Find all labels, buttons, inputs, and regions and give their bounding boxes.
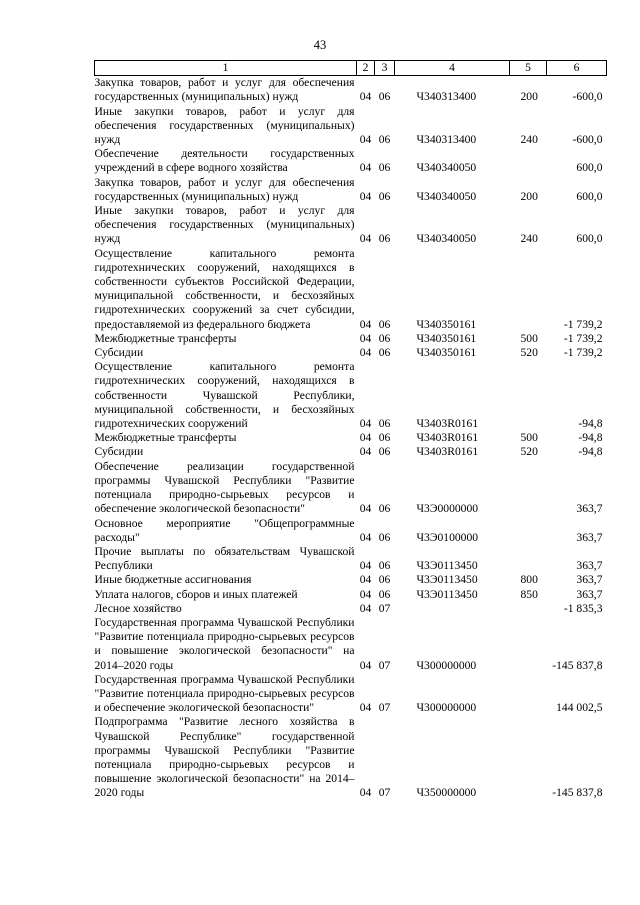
section-code: 04 — [359, 701, 372, 715]
amount: -145 837,8 — [552, 786, 603, 800]
table-row — [95, 673, 607, 716]
subsection-code: 06 — [378, 587, 391, 601]
target-article-code: Ч340350161 — [416, 346, 477, 360]
amount: 363,7 — [576, 530, 603, 544]
subsection-code: 06 — [378, 90, 391, 104]
expense-type-code: 200 — [520, 189, 538, 203]
expense-type-code: 520 — [520, 445, 538, 459]
target-article-code: Ч3403R0161 — [416, 431, 479, 445]
subsection-code: 07 — [378, 786, 391, 800]
subsection-code: 07 — [378, 658, 391, 672]
expense-type-code — [510, 147, 547, 175]
subsection-code: 06 — [378, 317, 391, 331]
header-col-4: 4 — [395, 61, 510, 76]
expense-type-code: 240 — [520, 232, 538, 246]
amount: 600,0 — [576, 232, 603, 246]
target-article-code: Ч3403R0161 — [416, 417, 479, 431]
subsection-code: 07 — [378, 601, 391, 615]
section-code: 04 — [359, 317, 372, 331]
item-name: Иные бюджетные ассигнования — [94, 573, 252, 587]
section-code: 04 — [359, 161, 372, 175]
target-article-code — [395, 602, 510, 616]
expense-type-code: 850 — [520, 587, 538, 601]
item-name: Осуществление капитального ремонта гидротехнических сооружений, находящихся в собственности Чувашской Республики, муниципальной собственности, и бесхозяйных гидротехнических сооружений — [94, 360, 355, 431]
expense-type-code: 240 — [520, 133, 538, 147]
section-code: 04 — [359, 658, 372, 672]
expense-type-code — [510, 360, 547, 431]
expense-type-code — [510, 673, 547, 716]
subsection-code: 06 — [378, 502, 391, 516]
amount: -94,8 — [578, 445, 603, 459]
section-code: 04 — [359, 417, 372, 431]
subsection-code: 07 — [378, 701, 391, 715]
target-article-code: Ч340313400 — [416, 90, 477, 104]
item-name: Прочие выплаты по обязательствам Чувашской Республики — [94, 544, 355, 573]
section-code: 04 — [359, 530, 372, 544]
expense-type-code — [510, 247, 547, 332]
item-name: Закупка товаров, работ и услуг для обеспечения государственных (муниципальных) нужд — [94, 76, 355, 104]
amount: -1 739,2 — [563, 331, 603, 345]
section-code: 04 — [359, 445, 372, 459]
page-number: 43 — [313, 38, 327, 52]
table-header-row — [95, 61, 607, 76]
section-code: 04 — [359, 587, 372, 601]
target-article-code: Ч340340050 — [416, 189, 477, 203]
item-name: Уплата налогов, сборов и иных платежей — [94, 587, 298, 601]
table-row — [95, 460, 607, 517]
section-code: 04 — [359, 133, 372, 147]
subsection-code: 06 — [378, 417, 391, 431]
expense-type-code: 800 — [520, 573, 538, 587]
section-code: 04 — [359, 502, 372, 516]
amount: 363,7 — [576, 559, 603, 573]
item-name: Обеспечение реализации государственной программы Чувашской Республики "Развитие потенциала природно-сырьевых ресурсов и обеспечение экологической безопасности" — [94, 459, 355, 516]
section-code: 04 — [359, 331, 372, 345]
target-article-code: Ч300000000 — [416, 658, 477, 672]
item-name: Иные закупки товаров, работ и услуг для обеспечения государственных (муниципальных) нужд — [94, 104, 355, 147]
subsection-code: 06 — [378, 530, 391, 544]
section-code: 04 — [359, 601, 372, 615]
subsection-code: 06 — [378, 573, 391, 587]
expense-type-code — [510, 715, 547, 800]
section-code: 04 — [359, 431, 372, 445]
section-code: 04 — [359, 346, 372, 360]
item-name: Межбюджетные трансферты — [94, 331, 237, 345]
target-article-code: Ч340340050 — [416, 161, 477, 175]
table-row — [95, 105, 607, 148]
item-name: Государственная программа Чувашской Республики "Развитие потенциала природно-сырьевых ресурсов и обеспечение экологической безопасности" — [94, 672, 355, 715]
amount: -600,0 — [572, 133, 603, 147]
subsection-code: 06 — [378, 232, 391, 246]
table-row — [95, 360, 607, 431]
item-name: Обеспечение деятельности государственных учреждений в сфере водного хозяйства — [94, 147, 355, 175]
target-article-code: Ч3Э0100000 — [416, 530, 479, 544]
item-name: Основное мероприятие "Общепрограммные расходы" — [94, 516, 355, 544]
header-col-6: 6 — [547, 61, 607, 76]
amount: -94,8 — [578, 417, 603, 431]
amount: -1 835,3 — [563, 601, 603, 615]
header-col-1: 1 — [95, 61, 357, 76]
table-row — [95, 147, 607, 175]
expense-type-code: 500 — [520, 331, 538, 345]
target-article-code: Ч340350161 — [416, 331, 477, 345]
section-code: 04 — [359, 786, 372, 800]
amount: 363,7 — [576, 587, 603, 601]
amount: 363,7 — [576, 573, 603, 587]
table-row — [95, 715, 607, 800]
item-name: Иные закупки товаров, работ и услуг для обеспечения государственных (муниципальных) нужд — [94, 204, 355, 246]
expense-type-code: 200 — [520, 90, 538, 104]
expense-type-code — [510, 545, 547, 573]
target-article-code: Ч3Э0113450 — [416, 559, 478, 573]
subsection-code: 06 — [378, 133, 391, 147]
target-article-code: Ч340350161 — [416, 317, 477, 331]
target-article-code: Ч3Э0113450 — [416, 587, 478, 601]
table-row — [95, 176, 607, 204]
table-row — [95, 573, 607, 587]
expense-type-code — [510, 616, 547, 673]
budget-table — [94, 60, 607, 801]
section-code: 04 — [359, 559, 372, 573]
target-article-code: Ч350000000 — [416, 786, 477, 800]
section-code: 04 — [359, 90, 372, 104]
table-row — [95, 616, 607, 673]
table-row — [95, 204, 607, 247]
target-article-code: Ч3403R0161 — [416, 445, 479, 459]
expense-type-code: 520 — [520, 346, 538, 360]
header-col-5: 5 — [510, 61, 547, 76]
subsection-code: 06 — [378, 445, 391, 459]
subsection-code: 06 — [378, 346, 391, 360]
header-col-2: 2 — [357, 61, 375, 76]
table-row — [95, 247, 607, 332]
item-name: Субсидии — [94, 445, 144, 459]
amount: 363,7 — [576, 502, 603, 516]
expense-type-code — [510, 517, 547, 545]
table-row — [95, 602, 607, 616]
table-row — [95, 588, 607, 602]
target-article-code: Ч3Э0000000 — [416, 502, 479, 516]
amount: 144 002,5 — [556, 701, 603, 715]
amount: -1 739,2 — [563, 346, 603, 360]
amount: 600,0 — [576, 161, 603, 175]
header-col-3: 3 — [375, 61, 395, 76]
table-row — [95, 445, 607, 459]
subsection-code: 06 — [378, 161, 391, 175]
table-row — [95, 517, 607, 545]
item-name: Закупка товаров, работ и услуг для обеспечения государственных (муниципальных) нужд — [94, 175, 355, 203]
subsection-code: 06 — [378, 331, 391, 345]
table-row — [95, 332, 607, 346]
expense-type-code — [510, 460, 547, 517]
table-row — [95, 76, 607, 105]
amount: -1 739,2 — [563, 317, 603, 331]
table-row — [95, 346, 607, 360]
section-code: 04 — [359, 189, 372, 203]
amount: -600,0 — [572, 90, 603, 104]
item-name: Осуществление капитального ремонта гидротехнических сооружений, находящихся в собственности субъектов Российской Федерации, муниципальной собственности, и бесхозяйных гидротехнических сооружений за счет субсидии, предоставляемой из федерального бюджета — [94, 246, 355, 331]
amount: -94,8 — [578, 431, 603, 445]
item-name: Межбюджетные трансферты — [94, 431, 237, 445]
item-name: Государственная программа Чувашской Республики "Развитие потенциала природно-сырьевых ресурсов и повышение экологической безопасности" на 2014–2020 годы — [94, 615, 355, 672]
amount: -145 837,8 — [552, 658, 603, 672]
expense-type-code — [510, 602, 547, 616]
amount: 600,0 — [576, 189, 603, 203]
item-name: Субсидии — [94, 346, 144, 360]
item-name: Подпрограмма "Развитие лесного хозяйства в Чувашской Республике" государственной программы Чувашской Республики "Развитие потенциала природно-сырьевых ресурсов и повышение экологической безопасности" на 2014–2020 годы — [94, 715, 355, 800]
target-article-code: Ч340340050 — [416, 232, 477, 246]
expense-type-code: 500 — [520, 431, 538, 445]
section-code: 04 — [359, 573, 372, 587]
item-name: Лесное хозяйство — [94, 601, 182, 615]
target-article-code: Ч340313400 — [416, 133, 477, 147]
target-article-code: Ч3Э0113450 — [416, 573, 478, 587]
section-code: 04 — [359, 232, 372, 246]
table-row — [95, 431, 607, 445]
subsection-code: 06 — [378, 559, 391, 573]
subsection-code: 06 — [378, 431, 391, 445]
table-row — [95, 545, 607, 573]
subsection-code: 06 — [378, 189, 391, 203]
target-article-code: Ч300000000 — [416, 701, 477, 715]
